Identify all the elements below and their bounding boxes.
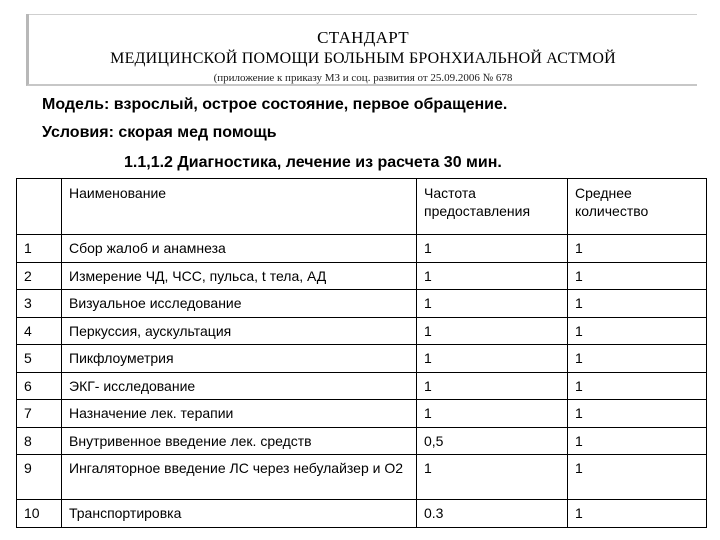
row-quantity: 1 [568, 290, 707, 318]
row-name: Визуальное исследование [62, 290, 417, 318]
row-frequency: 0.3 [417, 500, 568, 528]
row-quantity: 1 [568, 427, 707, 455]
row-number: 3 [17, 290, 62, 318]
row-number: 7 [17, 400, 62, 428]
row-quantity: 1 [568, 345, 707, 373]
section-heading: 1.1,1.2 Диагностика, лечение из расчета 30 мин. [124, 154, 502, 171]
row-number: 8 [17, 427, 62, 455]
row-frequency: 1 [417, 235, 568, 263]
order-reference-note: (приложение к приказу МЗ и соц. развития от 25.09.2006 № 678 [213, 72, 513, 84]
row-name: ЭКГ- исследование [62, 372, 417, 400]
model-line: Модель: взрослый, острое состояние, первое обращение. [42, 96, 508, 113]
row-frequency: 1 [417, 372, 568, 400]
row-quantity: 1 [568, 372, 707, 400]
row-number: 2 [17, 262, 62, 290]
row-name: Перкуссия, аускультация [62, 317, 417, 345]
row-frequency: 1 [417, 455, 568, 500]
row-number: 9 [17, 455, 62, 500]
row-number: 1 [17, 235, 62, 263]
table-row [17, 400, 707, 428]
table-row [17, 427, 707, 455]
table-row [17, 317, 707, 345]
row-frequency: 1 [417, 290, 568, 318]
header-cell-frequency: Частота предоставления [417, 179, 568, 235]
table-row [17, 235, 707, 263]
header-top-rule [29, 14, 697, 15]
title-line-2: МЕДИЦИНСКОЙ ПОМОЩИ БОЛЬНЫМ БРОНХИАЛЬНОЙ АСТМОЙ [110, 50, 616, 67]
row-quantity: 1 [568, 455, 707, 500]
row-frequency: 0,5 [417, 427, 568, 455]
row-number: 5 [17, 345, 62, 373]
row-number: 6 [17, 372, 62, 400]
row-frequency: 1 [417, 262, 568, 290]
row-quantity: 1 [568, 400, 707, 428]
title-line-1: СТАНДАРТ [317, 28, 409, 47]
row-name: Ингаляторное введение ЛС через небулайзер и О2 [62, 455, 417, 500]
table-row [17, 345, 707, 373]
table-row [17, 500, 707, 528]
row-quantity: 1 [568, 262, 707, 290]
table-header-row [17, 179, 707, 235]
row-number: 4 [17, 317, 62, 345]
header-cell-quantity: Среднее количество [568, 179, 707, 235]
row-number: 10 [17, 500, 62, 528]
conditions-line: Условия: скорая мед помощь [42, 124, 277, 141]
row-quantity: 1 [568, 500, 707, 528]
table-row [17, 262, 707, 290]
services-table [16, 178, 707, 528]
row-name: Транспортировка [62, 500, 417, 528]
row-frequency: 1 [417, 317, 568, 345]
table-row [17, 290, 707, 318]
table-row [17, 372, 707, 400]
row-name: Внутривенное введение лек. средств [62, 427, 417, 455]
table-row [17, 455, 707, 500]
document-header [26, 14, 697, 86]
row-name: Измерение ЧД, ЧСС, пульса, t тела, АД [62, 262, 417, 290]
row-name: Сбор жалоб и анамнеза [62, 235, 417, 263]
header-cell-name: Наименование [62, 179, 417, 235]
row-quantity: 1 [568, 317, 707, 345]
row-frequency: 1 [417, 400, 568, 428]
row-frequency: 1 [417, 345, 568, 373]
row-name: Пикфлоуметрия [62, 345, 417, 373]
row-name: Назначение лек. терапии [62, 400, 417, 428]
header-cell-number [17, 179, 62, 235]
row-quantity: 1 [568, 235, 707, 263]
